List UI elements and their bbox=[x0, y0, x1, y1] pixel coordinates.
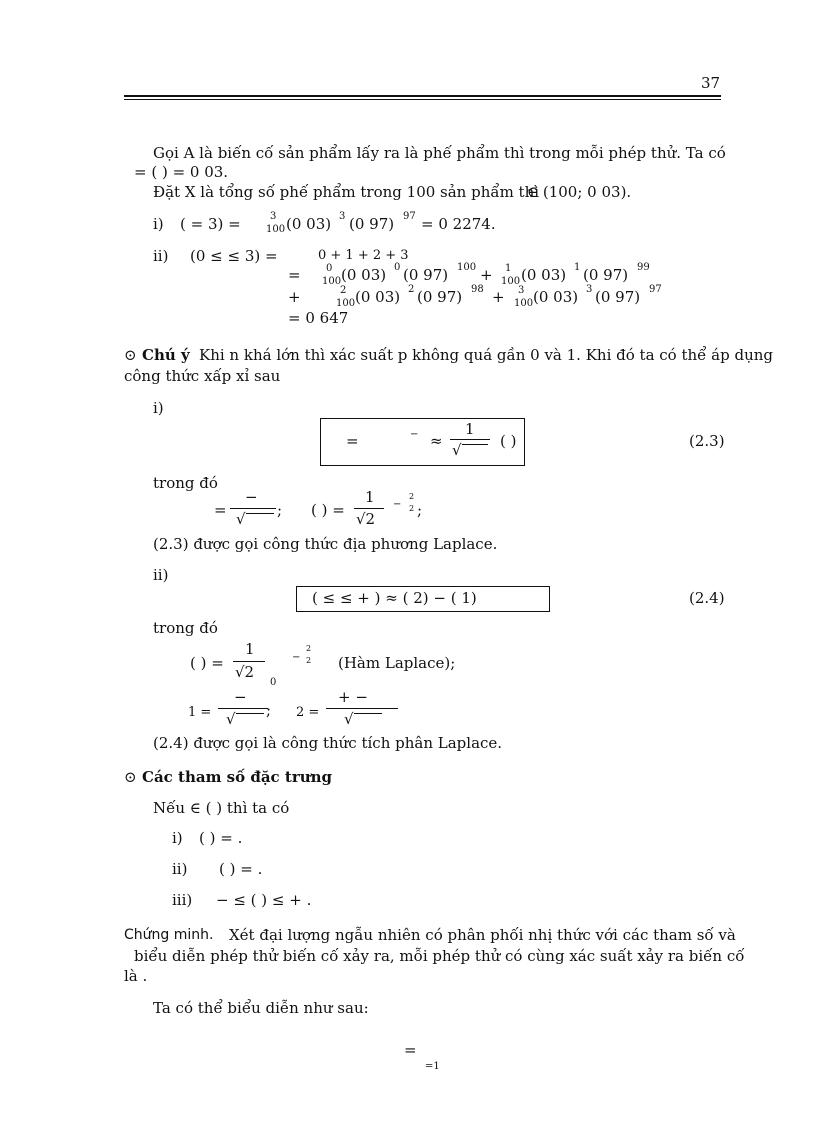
comb-sup-0a: 0 bbox=[326, 263, 333, 274]
proof-line1: Xét đại lượng ngẫu nhiên có phân phối nhị thức với các tham số và bbox=[229, 926, 736, 944]
def2-name: (Hàm Laplace); bbox=[338, 654, 456, 672]
def-phi-one: 1 bbox=[365, 488, 375, 506]
def2-x2-sqrt-bar bbox=[354, 713, 382, 714]
proof-line4: Ta có thể biểu diễn như sau: bbox=[153, 999, 369, 1017]
params-ii-label: ii) bbox=[172, 860, 188, 878]
params-i-text: ( ) = . bbox=[199, 829, 243, 847]
item-ii-r2b-rest: (0 97) bbox=[583, 266, 629, 284]
def-phi-exp-num: 2 bbox=[409, 492, 415, 501]
eq-number-2-3: (2.3) bbox=[689, 432, 725, 450]
plus-3: + bbox=[492, 288, 505, 306]
item-ii-r2a-sup: 0 bbox=[394, 262, 401, 273]
def2-bar bbox=[233, 661, 265, 662]
note-title: Chú ý bbox=[142, 346, 190, 364]
note-ii-label: ii) bbox=[153, 566, 169, 584]
proof-label: Chứng minh. bbox=[124, 927, 214, 943]
def-phi-den: √2 bbox=[356, 510, 376, 528]
def2-x2-den: √ bbox=[344, 710, 354, 728]
params-intro: Nếu ∈ ( ) thì ta có bbox=[153, 799, 290, 817]
sum-lower: =1 bbox=[425, 1061, 440, 1072]
comb-sub-100a: 100 bbox=[322, 276, 342, 287]
item-ii-eq2: = bbox=[288, 266, 301, 284]
eq1-approx: ≈ bbox=[430, 432, 443, 450]
comb-sub-100d: 100 bbox=[514, 298, 534, 309]
item-ii-r3b-rest: (0 97) bbox=[595, 288, 641, 306]
def2-phi: ( ) = bbox=[190, 654, 224, 672]
item-ii-r2a: (0 03) bbox=[341, 266, 387, 284]
comb-sup-2: 2 bbox=[340, 285, 347, 296]
comb-sup-3: 3 bbox=[518, 285, 525, 296]
item-i-formula: ( = 3) = bbox=[180, 215, 241, 233]
para1-line3b: ∈ (100; 0 03). bbox=[527, 183, 632, 201]
item-ii-r3b: (0 03) bbox=[533, 288, 579, 306]
def2-x1-bar bbox=[218, 708, 268, 709]
note-symbol: ⊙ bbox=[124, 346, 137, 364]
comb-sub-100c: 100 bbox=[336, 298, 356, 309]
plus-1: + bbox=[480, 266, 493, 284]
eq1-sqrt-bar bbox=[462, 444, 488, 445]
eq2-text: ( ≤ ≤ + ) ≈ ( 2) − ( 1) bbox=[312, 589, 477, 607]
def-x-sqrt-bar bbox=[246, 513, 274, 514]
def2-den: √2 bbox=[235, 663, 255, 681]
params-i-label: i) bbox=[172, 829, 183, 847]
def2-exp: − bbox=[292, 652, 301, 663]
item-i-label: i) bbox=[153, 215, 164, 233]
eq1-phi: ( ) bbox=[500, 432, 517, 450]
item-i-exp1: 3 bbox=[339, 211, 346, 222]
item-ii-result: = 0 647 bbox=[288, 309, 349, 327]
item-ii-r3b-exp: 97 bbox=[649, 284, 662, 295]
para1-line3a: Đặt X là tổng số phế phẩm trong 100 sản phẩm thì bbox=[153, 183, 540, 201]
page-number: 37 bbox=[701, 74, 721, 92]
eq1-minus: − bbox=[410, 429, 419, 440]
def2-x2-bar bbox=[326, 708, 398, 709]
def-x-num: − bbox=[245, 488, 258, 506]
local-laplace-text: (2.3) được gọi công thức địa phương Laplace. bbox=[153, 535, 498, 553]
note-text1: Khi n khá lớn thì xác suất p không quá gần 0 và 1. Khi đó ta có thể áp dụng bbox=[199, 346, 773, 364]
note-i-label: i) bbox=[153, 399, 164, 417]
plus-2: + bbox=[288, 288, 301, 306]
item-i-comb-sup: 3 bbox=[270, 211, 277, 222]
def2-x1-num: − bbox=[234, 688, 247, 706]
def2-x1-sqrt-bar bbox=[236, 713, 264, 714]
def2-lower: 0 bbox=[270, 677, 277, 688]
params-ii-text: ( ) = . bbox=[219, 860, 263, 878]
def-phi-exp-den: 2 bbox=[409, 504, 415, 513]
def2-x1-den: √ bbox=[226, 710, 236, 728]
proof-line3: là . bbox=[124, 967, 148, 985]
header-rule-thin bbox=[124, 99, 721, 100]
def-semicolon: ; bbox=[277, 501, 283, 519]
item-ii-r2a-exp: 100 bbox=[457, 262, 477, 273]
def2-exp-num: 2 bbox=[306, 644, 312, 653]
comb-sup-1: 1 bbox=[505, 263, 512, 274]
para1-line1: Gọi A là biến cố sản phẩm lấy ra là phế phẩm thì trong mỗi phép thử. Ta có bbox=[153, 144, 726, 162]
item-ii-r2a-rest: (0 97) bbox=[403, 266, 449, 284]
integral-laplace-text: (2.4) được gọi là công thức tích phân Laplace. bbox=[153, 734, 503, 752]
item-ii-r3a-exp: 98 bbox=[471, 284, 484, 295]
def-phi-exp: − bbox=[393, 499, 402, 510]
comb-sub-100b: 100 bbox=[501, 276, 521, 287]
eq1-lhs: = bbox=[346, 432, 359, 450]
def2-x2: 2 = bbox=[296, 705, 320, 720]
eq1-one: 1 bbox=[465, 420, 475, 438]
params-symbol: ⊙ bbox=[124, 768, 137, 786]
params-iii-label: iii) bbox=[172, 891, 193, 909]
sum-eq: = bbox=[404, 1041, 417, 1059]
def-x-eq: = bbox=[214, 501, 227, 519]
eq1-fraction-bar bbox=[450, 439, 490, 440]
def2-exp-den: 2 bbox=[306, 656, 312, 665]
item-ii-r3a-sup: 2 bbox=[408, 284, 415, 295]
eq1-sqrt: √ bbox=[452, 441, 462, 459]
def-x-den: √ bbox=[236, 510, 246, 528]
item-ii-r3a-rest: (0 97) bbox=[417, 288, 463, 306]
item-i-exp2: 97 bbox=[403, 211, 416, 222]
item-i-rest: (0 03) bbox=[286, 215, 332, 233]
item-ii-r2b-sup: 1 bbox=[574, 262, 581, 273]
def-phi-end: ; bbox=[417, 501, 423, 519]
para1-line2: = ( ) = 0 03. bbox=[134, 163, 229, 181]
item-ii-lhs: (0 ≤ ≤ 3) = bbox=[190, 247, 278, 265]
item-i-comb-sub: 100 bbox=[266, 224, 286, 235]
note-text2: công thức xấp xỉ sau bbox=[124, 367, 281, 385]
def-phi: ( ) = bbox=[311, 501, 345, 519]
item-ii-r3a: (0 03) bbox=[355, 288, 401, 306]
item-ii-r3b-sup: 3 bbox=[586, 284, 593, 295]
proof-line2: biểu diễn phép thử biến cố xảy ra, mỗi phép thử có cùng xác suất xảy ra biến cố bbox=[134, 947, 745, 965]
def-x-bar bbox=[230, 508, 276, 509]
eq-number-2-4: (2.4) bbox=[689, 589, 725, 607]
item-i-rest2: (0 97) bbox=[349, 215, 395, 233]
def2-semicolon: ; bbox=[266, 701, 272, 719]
item-ii-r2b: (0 03) bbox=[521, 266, 567, 284]
params-iii-text: − ≤ ( ) ≤ + . bbox=[216, 891, 312, 909]
def-phi-bar bbox=[354, 508, 384, 509]
def2-one: 1 bbox=[245, 640, 255, 658]
item-ii-r2b-exp: 99 bbox=[637, 262, 650, 273]
params-title: Các tham số đặc trưng bbox=[142, 768, 333, 786]
item-ii-row1: 0 + 1 + 2 + 3 bbox=[318, 248, 409, 263]
where-label-2: trong đó bbox=[153, 619, 218, 637]
where-label: trong đó bbox=[153, 474, 218, 492]
item-ii-label: ii) bbox=[153, 247, 169, 265]
def2-x1: 1 = bbox=[188, 705, 212, 720]
def2-x2-num: + − bbox=[338, 688, 368, 706]
header-rule bbox=[124, 95, 721, 97]
item-i-result: = 0 2274. bbox=[421, 215, 496, 233]
